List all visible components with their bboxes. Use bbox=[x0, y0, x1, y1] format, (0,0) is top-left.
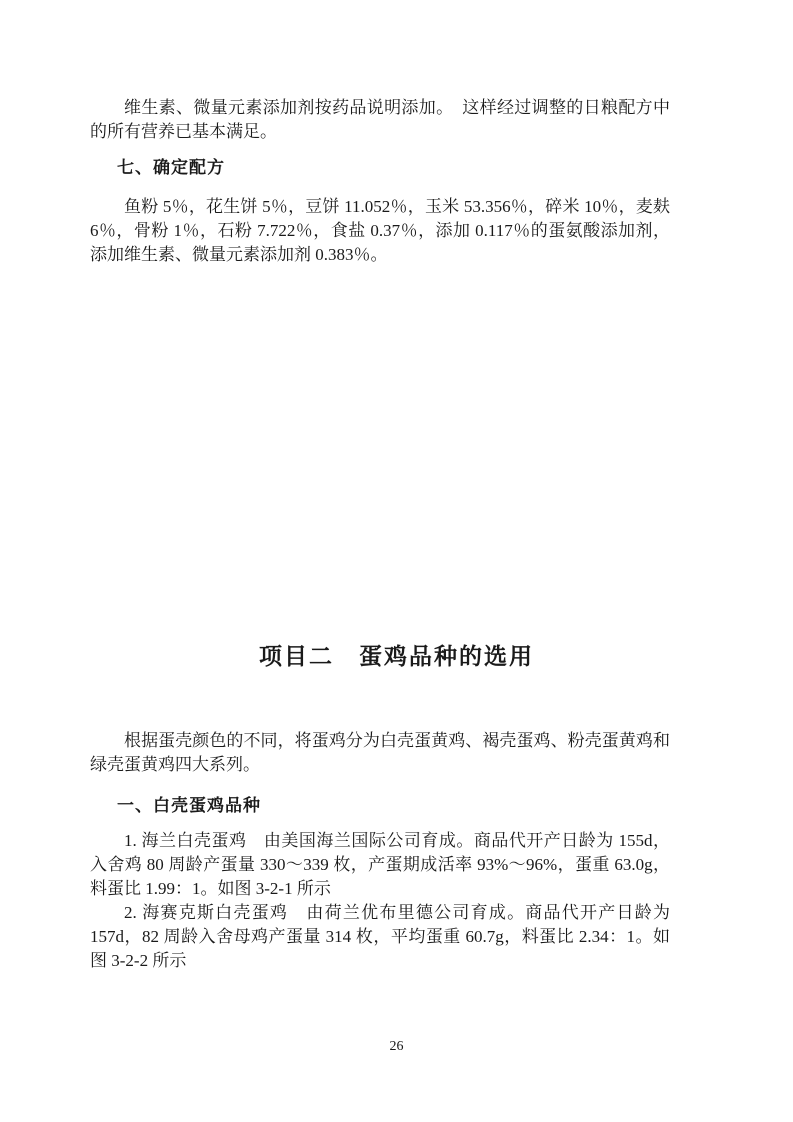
paragraph-hisex-white: 2. 海赛克斯白壳蛋鸡 由荷兰优布里德公司育成。商品代开产日龄为 157d，82 周龄入舍母鸡产蛋量 314 枚，平均蛋重 60.7g，料蛋比 2.34：1。如图 3-2-2 所示 bbox=[90, 903, 670, 970]
paragraph-vitamin-additives: 维生素、微量元素添加剂按药品说明添加。 这样经过调整的日粮配方中的所有营养已基本满足。 bbox=[90, 98, 670, 141]
page-number: 26 bbox=[389, 1039, 404, 1054]
paragraph-eggshell-color-series: 根据蛋壳颜色的不同，将蛋鸡分为白壳蛋黄鸡、褐壳蛋鸡、粉壳蛋黄鸡和绿壳蛋黄鸡四大系列。 bbox=[90, 731, 670, 774]
paragraph-hyline-white: 1. 海兰白壳蛋鸡 由美国海兰国际公司育成。商品代开产日龄为 155d，入舍鸡 80 周龄产蛋量 330～339 枚，产蛋期成活率 93%～96%，蛋重 63.0g，料蛋比 1.99：1。如图 3-2-1 所示 bbox=[90, 831, 670, 898]
heading-white-shell-breeds: 一、白壳蛋鸡品种 bbox=[117, 796, 261, 815]
paragraph-formula-percentages: 鱼粉 5％，花生饼 5％，豆饼 11.052％，玉米 53.356％，碎米 10％，麦麸 6％，骨粉 1％，石粉 7.722％，食盐 0.37％，添加 0.117％的蛋氨酸添加剂，添加维生素、微量元素添加剂 0.383％。 bbox=[90, 197, 670, 264]
chapter-title: 项目二 蛋鸡品种的选用 bbox=[259, 644, 534, 669]
heading-determine-formula: 七、确定配方 bbox=[117, 158, 225, 177]
breed-description-block bbox=[90, 829, 670, 973]
